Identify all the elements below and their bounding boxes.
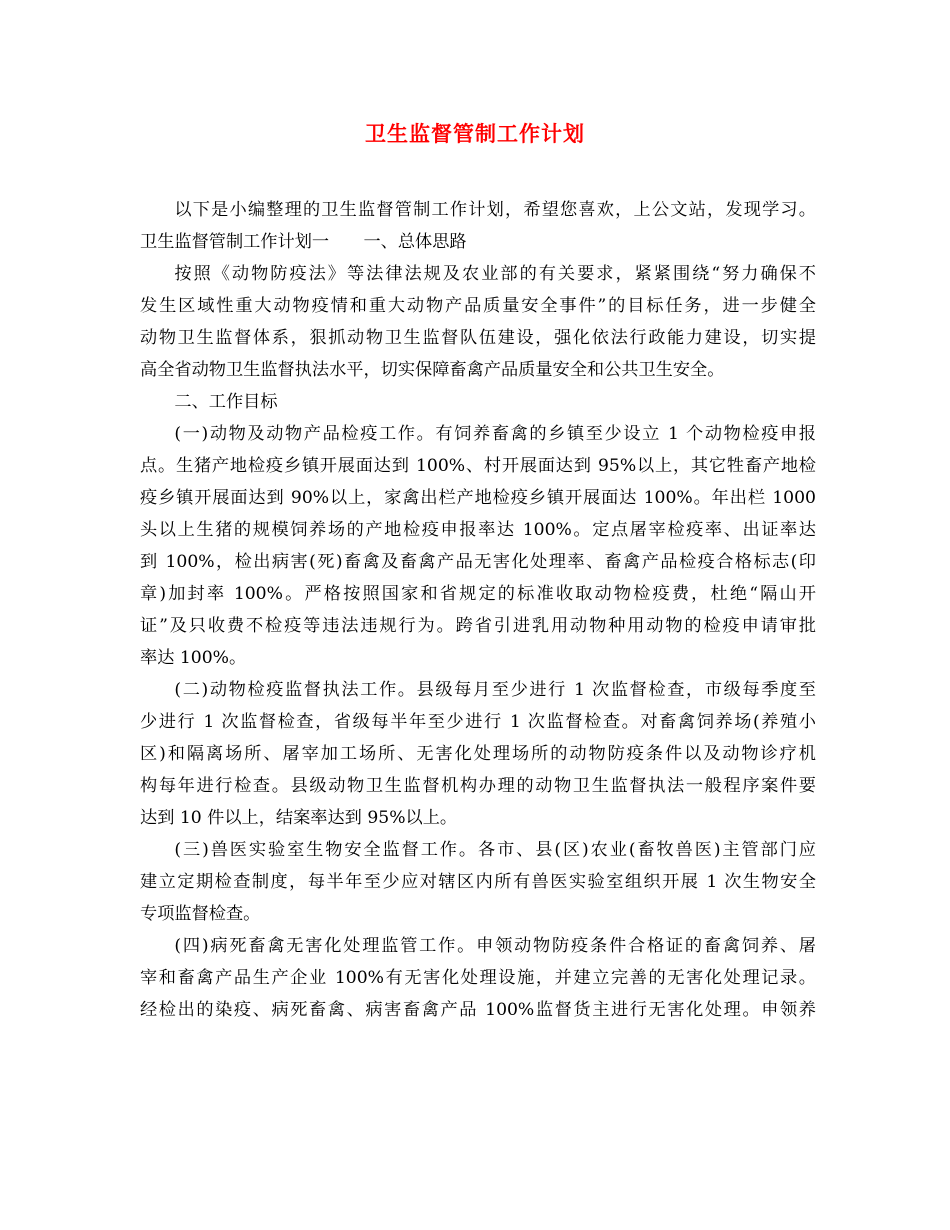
document-body (140, 194, 816, 1026)
document-line: 宰和畜禽产品生产企业 100%有无害化处理设施，并建立完善的无害化处理记录。 (140, 968, 816, 988)
document-line: 按照《动物防疫法》等法律法规及农业部的有关要求，紧紧围绕“努力确保不 (174, 264, 816, 284)
document-line: 区)和隔离场所、屠宰加工场所、无害化处理场所的动物防疫条件以及动物诊疗机 (140, 744, 816, 764)
document-line: 少进行 1 次监督检查，省级每半年至少进行 1 次监督检查。对畜禽饲养场(养殖小 (140, 712, 816, 732)
document-line: (三)兽医实验室生物安全监督工作。各市、县(区)农业(畜牧兽医)主管部门应 (174, 840, 816, 860)
document-line: 经检出的染疫、病死畜禽、病害畜禽产品 100%监督货主进行无害化处理。申领养 (140, 1000, 816, 1020)
document-line: 构每年进行检查。县级动物卫生监督机构办理的动物卫生监督执法一般程序案件要 (140, 776, 816, 796)
document-line: 发生区域性重大动物疫情和重大动物产品质量安全事件”的目标任务，进一步健全 (140, 296, 816, 316)
document-line: 证”及只收费不检疫等违法违规行为。跨省引进乳用动物种用动物的检疫申请审批 (140, 616, 816, 636)
document-line: 点。生猪产地检疫乡镇开展面达到 100%、村开展面达到 95%以上，其它牲畜产地检 (140, 456, 816, 476)
document-line: 动物卫生监督体系，狠抓动物卫生监督队伍建设，强化依法行政能力建设，切实提 (140, 328, 816, 348)
document-line: 头以上生猪的规模饲养场的产地检疫申报率达 100%。定点屠宰检疫率、出证率达 (140, 520, 816, 540)
document-title: 卫生监督管制工作计划 (365, 121, 585, 146)
document-line: 率达 100%。 (140, 648, 247, 668)
document-line: 章)加封率 100%。严格按照国家和省规定的标准收取动物检疫费，杜绝“隔山开 (140, 584, 816, 604)
document-line: 以下是小编整理的卫生监督管制工作计划，希望您喜欢，上公文站，发现学习。 (174, 200, 816, 220)
document-line: 疫乡镇开展面达到 90%以上，家禽出栏产地检疫乡镇开展面达 100%。年出栏 1000 (140, 488, 816, 508)
document-line: (四)病死畜禽无害化处理监管工作。申领动物防疫条件合格证的畜禽饲养、屠 (174, 936, 816, 956)
document-line: 建立定期检查制度，每半年至少应对辖区内所有兽医实验室组织开展 1 次生物安全 (140, 872, 816, 892)
document-line: 二、工作目标 (174, 392, 278, 412)
document-line: (一)动物及动物产品检疫工作。有饲养畜禽的乡镇至少设立 1 个动物检疫申报 (174, 424, 816, 444)
document-line: 卫生监督管制工作计划一 一、总体思路 (140, 232, 467, 252)
document-line: 高全省动物卫生监督执法水平，切实保障畜禽产品质量安全和公共卫生安全。 (140, 360, 725, 380)
document-line: (二)动物检疫监督执法工作。县级每月至少进行 1 次监督检查，市级每季度至 (174, 680, 816, 700)
document-line: 专项监督检查。 (140, 904, 261, 924)
document-line: 达到 10 件以上，结案率达到 95%以上。 (140, 808, 458, 828)
document-line: 到 100%，检出病害(死)畜禽及畜禽产品无害化处理率、畜禽产品检疫合格标志(印 (140, 552, 816, 572)
